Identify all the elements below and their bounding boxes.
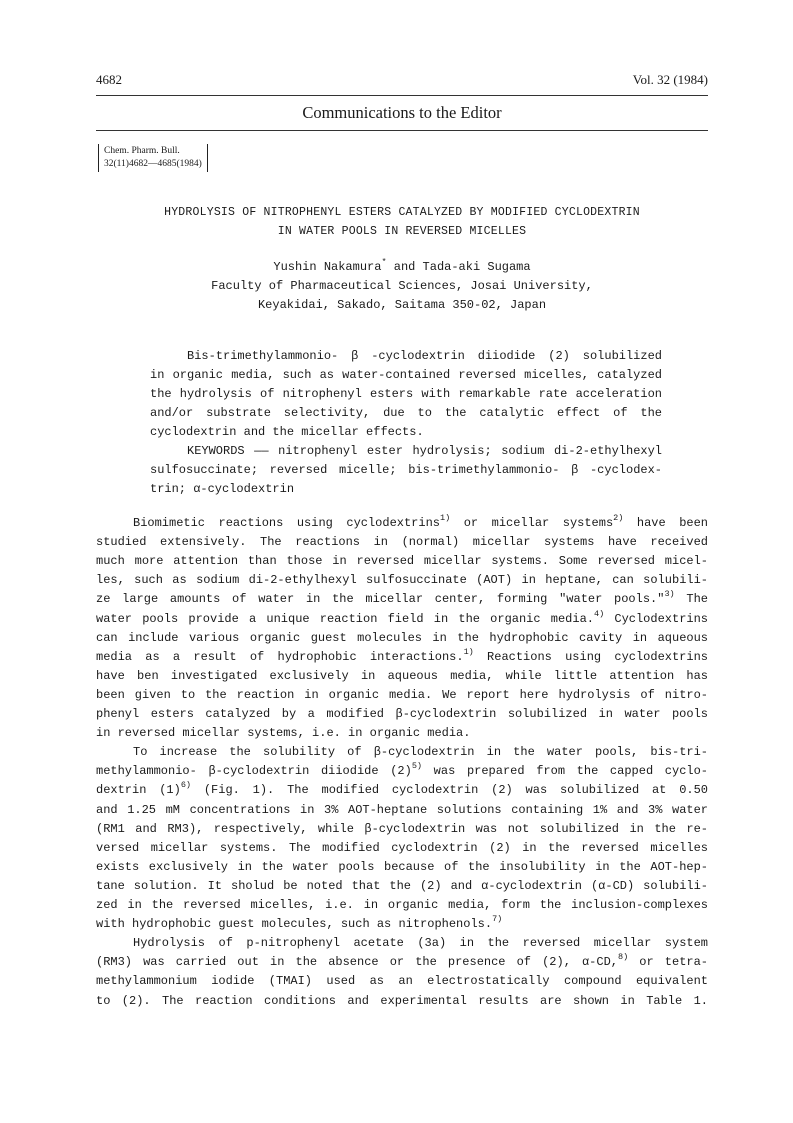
body-text-segment: have ben investigated exclusively in aqueous media, while little attention has — [96, 669, 708, 683]
body-line — [96, 707, 708, 721]
reference-mark: 8) — [618, 952, 629, 962]
body-text-segment: much more attention than those in reversed micellar systems. Some reversed micel- — [96, 554, 708, 568]
body-text-segment: The — [674, 592, 709, 606]
body-line — [133, 936, 708, 950]
body-text-segment: methylammonium iodide (TMAI) used as an electrostatically compound equivalent — [96, 974, 708, 988]
citation-reference: 32(11)4682—4685(1984) — [104, 159, 202, 169]
article-title-line2: IN WATER POOLS IN REVERSED MICELLES — [277, 225, 527, 238]
abstract-line: KEYWORDS —— nitrophenyl ester hydrolysis; sodium di-2-ethylhexyl — [187, 444, 662, 458]
body-line — [96, 841, 708, 855]
body-line — [96, 898, 708, 912]
body-line — [96, 803, 708, 817]
abstract-line: in organic media, such as water-contained reversed micelles, catalyzed — [150, 368, 662, 382]
body-line — [96, 822, 708, 836]
body-line — [96, 879, 708, 893]
body-text-segment: studied extensively. The reactions in (normal) micellar systems have received — [96, 535, 708, 549]
reference-mark: 6) — [180, 780, 192, 790]
volume-label: Vol. 32 (1984) — [632, 72, 708, 87]
body-text-segment: (RM1 and RM3), respectively, while β-cyclodextrin was not solubilized in the re- — [96, 822, 708, 836]
body-text-segment: phenyl esters catalyzed by a modified β-cyclodextrin solubilized in water pools — [96, 707, 708, 721]
abstract-line: the hydrolysis of nitrophenyl esters with remarkable rate acceleration — [150, 387, 662, 401]
header-rule-top — [96, 95, 708, 96]
body-text-segment: was prepared from the capped cyclo- — [422, 764, 709, 778]
body-text-segment: (RM3) was carried out in the absence or the presence of (2), α-CD, — [96, 955, 618, 969]
citation-journal: Chem. Pharm. Bull. — [104, 146, 180, 156]
body-line — [96, 573, 708, 587]
body-text-segment: To increase the solubility of β-cyclodextrin in the water pools, bis-tri- — [133, 745, 708, 759]
body-text-segment: Hydrolysis of p-nitrophenyl acetate (3a) in the reversed micellar system — [133, 936, 708, 950]
reference-mark: 2) — [613, 513, 624, 523]
body-text-segment: versed micellar systems. The modified cyclodextrin (2) in the reversed micelles — [96, 841, 708, 855]
reference-mark: 5) — [411, 761, 423, 771]
author-line — [96, 257, 708, 277]
body-text-segment: (Fig. 1). The modified cyclodextrin (2) was solubilized at 0.50 — [191, 783, 708, 797]
body-line — [96, 726, 708, 740]
body-text-segment: Reactions using cyclodextrins — [473, 650, 708, 664]
body-text-segment: water pools provide a unique reaction field in the organic media. — [96, 612, 594, 626]
body-text-segment: exists exclusively in the water pools because of the insolubility in the AOT-hep- — [96, 860, 708, 874]
body-text-segment: or tetra- — [628, 955, 709, 969]
body-text-segment: been given to the reaction in organic media. We report here hydrolysis of nitro- — [96, 688, 708, 702]
body-text-segment: can include various organic guest molecules in the hydrophobic cavity in aqueous — [96, 631, 708, 645]
abstract-line: sulfosuccinate; reversed micelle; bis-trimethylammonio- β -cyclodex- — [150, 463, 662, 477]
abstract-line: and/or substrate selectivity, due to the catalytic effect of the — [150, 406, 662, 420]
body-line — [96, 589, 709, 606]
body-text-segment: media as a result of hydrophobic interactions. — [96, 650, 464, 664]
body-text-segment: have been — [623, 516, 708, 530]
body-text-segment: Cyclodextrins — [604, 612, 708, 626]
body-line — [96, 647, 708, 664]
abstract-line: trin; α-cyclodextrin — [150, 482, 295, 496]
body-text-segment: Biomimetic reactions using cyclodextrins — [133, 516, 440, 530]
author-primary: Yushin Nakamura — [273, 260, 382, 274]
citation-box — [98, 144, 208, 172]
reference-mark: 3) — [664, 589, 675, 599]
article-title-line1: HYDROLYSIS OF NITROPHENYL ESTERS CATALYZED BY MODIFIED CYCLODEXTRIN — [164, 206, 640, 219]
body-text-segment: methylammonio- β-cyclodextrin diiodide (2) — [96, 764, 412, 778]
reference-mark: 7) — [492, 914, 503, 924]
abstract-line: cyclodextrin and the micellar effects. — [150, 425, 424, 439]
body-text-segment: les, such as sodium di-2-ethylhexyl sulfosuccinate (AOT) in heptane, can solubili- — [96, 573, 708, 587]
body-text-segment: in reversed micellar systems, i.e. in organic media. — [96, 726, 471, 740]
body-line — [96, 780, 708, 797]
body-line — [96, 952, 709, 969]
author-secondary: and Tada-aki Sugama — [386, 260, 531, 274]
body-line — [96, 974, 708, 988]
body-text-segment: zed in the reversed micelles, i.e. in organic media, form the inclusion-complexes — [96, 898, 708, 912]
body-text-segment: to (2). The reaction conditions and experimental results are shown in Table 1. — [96, 994, 708, 1008]
section-heading: Communications to the Editor — [302, 103, 502, 122]
body-line — [96, 554, 708, 568]
reference-mark: 1) — [439, 513, 451, 523]
body-line — [133, 513, 708, 530]
body-line — [96, 994, 708, 1008]
body-text-segment: and 1.25 mM concentrations in 3% AOT-heptane solutions containing 1% and 3% water — [96, 803, 708, 817]
body-line — [96, 535, 708, 549]
body-text-segment: with hydrophobic guest molecules, such as nitrophenols. — [96, 917, 493, 931]
reference-mark: 1) — [463, 647, 474, 657]
reference-mark: 4) — [593, 609, 605, 619]
body-line — [96, 914, 708, 931]
page-number: 4682 — [96, 72, 122, 87]
body-text-segment: dextrin (1) — [96, 783, 181, 797]
body-line — [133, 745, 708, 759]
body-line — [96, 761, 709, 778]
body-text-segment: ze large amounts of water in the micellar center, forming "water pools." — [96, 592, 665, 606]
header-rule-bottom — [96, 130, 708, 131]
body-line — [96, 631, 708, 645]
abstract-line: Bis-trimethylammonio- β -cyclodextrin diiodide (2) solubilized — [187, 349, 662, 363]
affiliation-line1: Faculty of Pharmaceutical Sciences, Josai University, — [211, 279, 593, 293]
corresponding-mark: * — [381, 257, 387, 267]
body-line — [96, 688, 708, 702]
body-text-segment: or micellar systems — [450, 516, 614, 530]
body-line — [96, 669, 708, 683]
body-line — [96, 609, 708, 626]
affiliation-line2: Keyakidai, Sakado, Saitama 350-02, Japan — [257, 298, 547, 312]
body-line — [96, 860, 708, 874]
body-text-segment: tane solution. It sholud be noted that the (2) and α-cyclodextrin (α-CD) solubili- — [96, 879, 708, 893]
